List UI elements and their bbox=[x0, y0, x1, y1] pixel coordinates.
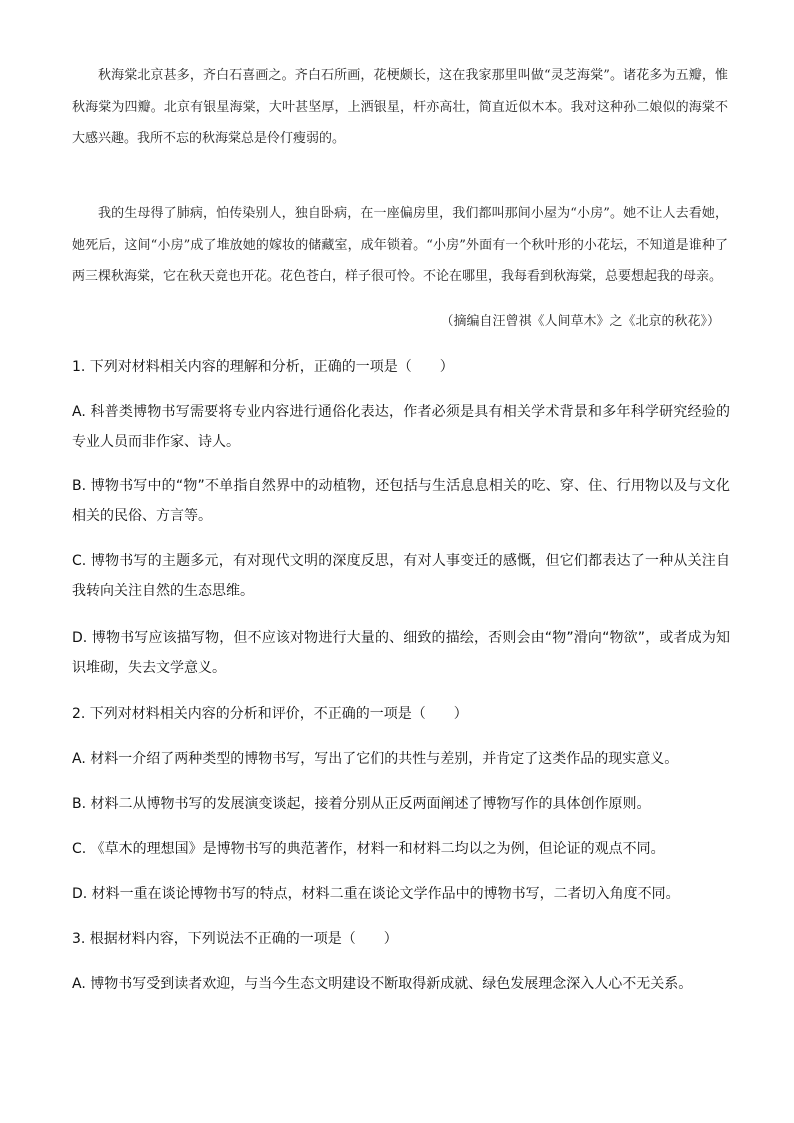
passage-paragraph-2: 我的生母得了肺病，怕传染别人，独自卧病，在一座偏房里，我们都叫那间小屋为“小房”。她不让人去看她，她死后，这间“小房”成了堆放她的嫁妆的储藏室，成年锁着。“小房”外面有一个秋叶形的小花坛，不知道是谁种了两三棵秋海棠，它在秋天竟也开花。花色苍白，样子很可怜。不论在哪里，我每看到秋海棠，总要想起我的母亲。 bbox=[72, 206, 728, 284]
question-3-stem: 3. 根据材料内容，下列说法不正确的一项是（ ） bbox=[72, 931, 398, 947]
question-1-option-d: D. 博物书写应该描写物，但不应该对物进行大量的、细致的描绘，否则会由“物”滑向“物欲”，或者成为知识堆砌，失去文学意义。 bbox=[72, 630, 730, 676]
question-1-option-a: A. 科普类博物书写需要将专业内容进行通俗化表达，作者必须是具有相关学术背景和多年科学研究经验的专业人员而非作家、诗人。 bbox=[72, 404, 730, 450]
question-2-option-b: B. 材料二从博物书写的发展演变谈起，接着分别从正反两面阐述了博物写作的具体创作原则。 bbox=[72, 796, 651, 812]
question-1-option-b: B. 博物书写中的“物”不单指自然界中的动植物，还包括与生活息息相关的吃、穿、住、行用物以及与文化相关的民俗、方言等。 bbox=[72, 478, 730, 524]
question-1-stem: 1. 下列对材料相关内容的理解和分析，正确的一项是（ ） bbox=[72, 359, 454, 375]
passage-paragraph-1: 秋海棠北京甚多，齐白石喜画之。齐白石所画，花梗颇长，这在我家那里叫做“灵芝海棠”。诸花多为五瓣，惟秋海棠为四瓣。北京有银星海棠，大叶甚坚厚，上洒银星，杆亦高壮，简直近似木本。我对这种孙二娘似的海棠不大感兴趣。我所不忘的秋海棠总是伶仃瘦弱的。 bbox=[72, 68, 728, 146]
passage-source: （摘编自汪曾祺《人间草木》之《北京的秋花》） bbox=[440, 314, 720, 329]
question-1-option-c: C. 博物书写的主题多元，有对现代文明的深度反思，有对人事变迁的感慨，但它们都表达了一种从关注自我转向关注自然的生态思维。 bbox=[72, 553, 730, 599]
question-2-stem: 2. 下列对材料相关内容的分析和评价，不正确的一项是（ ） bbox=[72, 706, 468, 722]
question-2-option-c: C. 《草木的理想国》是博物书写的典范著作，材料一和材料二均以之为例，但论证的观点不同。 bbox=[72, 841, 665, 857]
question-2-option-a: A. 材料一介绍了两种类型的博物书写，写出了它们的共性与差别，并肯定了这类作品的现实意义。 bbox=[72, 751, 679, 767]
question-3-option-a: A. 博物书写受到读者欢迎，与当今生态文明建设不断取得新成就、绿色发展理念深入人心不无关系。 bbox=[72, 976, 693, 992]
question-2-option-d: D. 材料一重在谈论博物书写的特点，材料二重在谈论文学作品中的博物书写，二者切入角度不同。 bbox=[72, 886, 680, 902]
